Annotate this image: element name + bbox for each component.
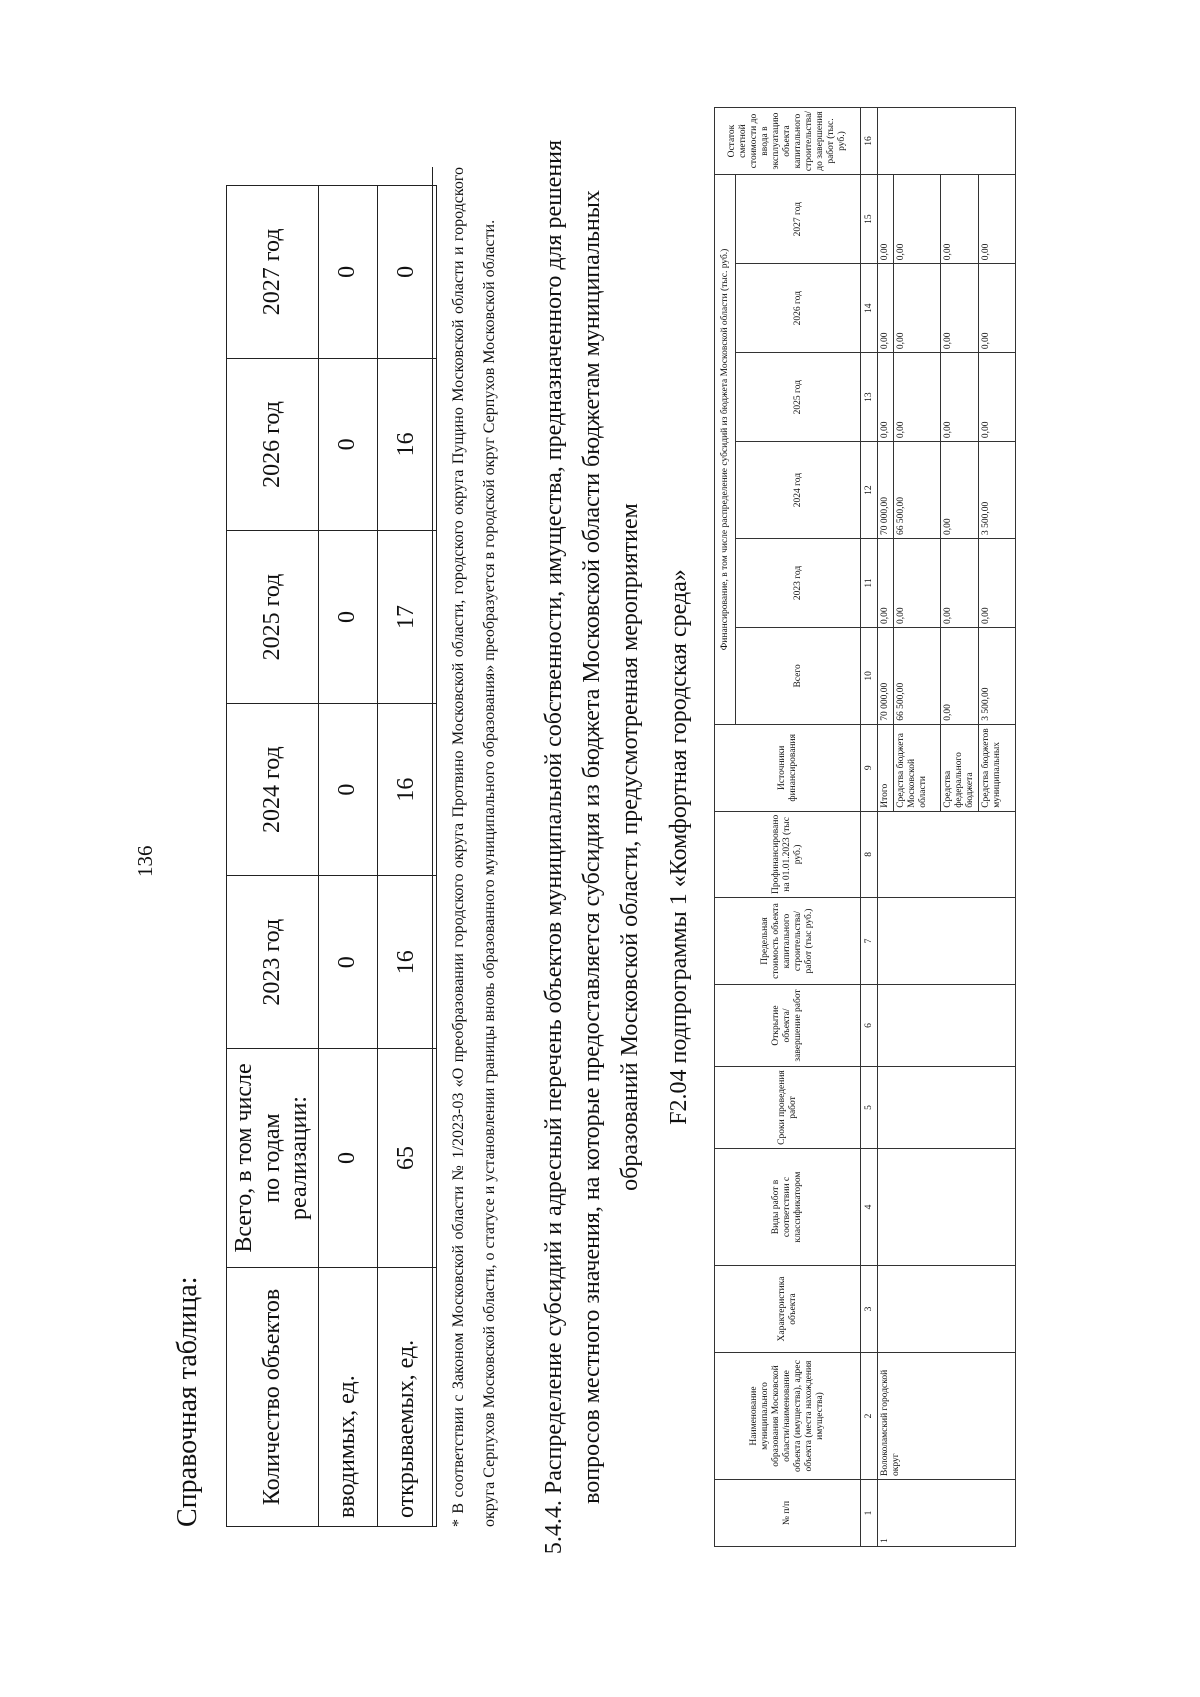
- value-cell: 0,00: [878, 353, 894, 442]
- row-financed: [878, 811, 1016, 897]
- value-cell: 66 500,00: [893, 627, 940, 724]
- reference-cell: 0: [318, 358, 377, 531]
- value-cell: 0,00: [978, 538, 1015, 627]
- column-number: 8: [861, 811, 878, 897]
- row-opening: [878, 985, 1016, 1067]
- value-cell: 0,00: [978, 353, 1015, 442]
- header-object-name: Наименование муниципального образования Московской области/наименование объекта (имущества), адрес объекта (места нахождения имущества): [715, 1353, 861, 1480]
- column-number: 1: [861, 1480, 878, 1547]
- reference-table: [226, 185, 437, 1527]
- value-cell: 0,00: [940, 175, 978, 264]
- row-remaining: [878, 108, 1016, 175]
- column-number: 13: [861, 353, 878, 442]
- row-municipality: Волоколамский городской округ: [878, 1353, 1016, 1480]
- header-financed: Профинансировано на 01.01.2023 (тыс руб.): [715, 811, 861, 897]
- header-2024: 2024 год: [736, 442, 861, 539]
- subsidy-table: [714, 107, 1016, 1547]
- header-work-types: Виды работ в соответствии с классификатором: [715, 1149, 861, 1266]
- value-cell: 0,00: [978, 175, 1015, 264]
- reference-table-header-row: [227, 186, 319, 1527]
- value-cell: 70 000,00: [878, 442, 894, 539]
- column-number: 3: [861, 1266, 878, 1353]
- column-number-row: [861, 108, 878, 1547]
- reference-header-2025: 2025 год: [227, 531, 319, 704]
- header-2025: 2025 год: [736, 353, 861, 442]
- subsidy-header-row: [715, 108, 736, 1547]
- value-cell: 0,00: [940, 627, 978, 724]
- value-cell: 0,00: [893, 264, 940, 353]
- header-max-cost: Предельная стоимость объекта капитального строительства/работ (тыс руб.): [715, 898, 861, 985]
- reference-header-total: Всего, в том числе по годам реализации:: [227, 1049, 319, 1268]
- footnote: * В соответствии с Законом Московской области № 1/2023-03 «О преобразовании городского округа Протвино Московской области, городского округа Пущино Московской области и городского округа Серпухов Московской области, о статусе и установлении границы вновь образованного муниципального образования» преобразуется в городской округ Серпухов Московской области.: [432, 167, 505, 1527]
- value-cell: 66 500,00: [893, 442, 940, 539]
- reference-cell: 16: [377, 876, 436, 1049]
- header-financing-group: Финансирование, в том числе распределение субсидий из бюджета Московской области (тыс. руб.): [715, 175, 736, 725]
- column-number: 12: [861, 442, 878, 539]
- reference-cell: 0: [318, 186, 377, 359]
- row-characteristic: [878, 1266, 1016, 1353]
- reference-table-title: Справочная таблица:: [172, 1276, 203, 1527]
- value-cell: 0,00: [940, 264, 978, 353]
- reference-header-2027: 2027 год: [227, 186, 319, 359]
- value-cell: 0,00: [940, 538, 978, 627]
- column-number: 9: [861, 724, 878, 811]
- header-opening: Открытие объекта/ завершение работ: [715, 985, 861, 1067]
- column-number: 11: [861, 538, 878, 627]
- table-row: [878, 108, 894, 1547]
- value-cell: 0,00: [878, 175, 894, 264]
- reference-header-2024: 2024 год: [227, 703, 319, 876]
- source-label: Средства бюджета Московской области: [893, 724, 940, 811]
- header-characteristic: Характеристика объекта: [715, 1266, 861, 1353]
- section-subheading: F2.04 подпрограммы 1 «Комфортная городская среда»: [666, 569, 692, 1125]
- column-number: 6: [861, 985, 878, 1067]
- source-label: Средства бюджетов муниципальных: [978, 724, 1015, 811]
- column-number: 10: [861, 627, 878, 724]
- reference-cell: 0: [318, 531, 377, 704]
- source-label: Средства федерального бюджета: [940, 724, 978, 811]
- value-cell: 0,00: [878, 538, 894, 627]
- reference-row-label: вводимых, ед.: [318, 1268, 377, 1527]
- reference-header-objects: Количество объектов: [227, 1268, 319, 1527]
- reference-cell: 0: [377, 186, 436, 359]
- row-work-types: [878, 1149, 1016, 1266]
- reference-cell: 16: [377, 703, 436, 876]
- column-number: 16: [861, 108, 878, 175]
- value-cell: 70 000,00: [878, 627, 894, 724]
- value-cell: 0,00: [940, 442, 978, 539]
- section-heading: 5.4.4. Распределение субсидий и адресный перечень объектов муниципальной собственности, имущества, предназначенного для решения вопросов местного значения, на которые предоставляется субсидия из бюджета Московской области бюджетам муниципальных образований Московской области, предусмотренная мероприятием: [541, 139, 643, 1555]
- value-cell: 3 500,00: [978, 442, 1015, 539]
- header-2023: 2023 год: [736, 538, 861, 627]
- reference-table-row: [377, 186, 436, 1527]
- column-number: 4: [861, 1149, 878, 1266]
- column-number: 7: [861, 898, 878, 985]
- value-cell: 0,00: [978, 264, 1015, 353]
- row-max-cost: [878, 898, 1016, 985]
- column-number: 2: [861, 1353, 878, 1480]
- header-number: № п/п: [715, 1480, 861, 1547]
- reference-header-2026: 2026 год: [227, 358, 319, 531]
- header-2027: 2027 год: [736, 175, 861, 264]
- page-number: 136: [133, 845, 157, 877]
- reference-header-2023: 2023 год: [227, 876, 319, 1049]
- reference-cell: 65: [377, 1049, 436, 1268]
- reference-cell: 16: [377, 358, 436, 531]
- header-sources: Источники финансирования: [715, 724, 861, 811]
- row-number: 1: [878, 1480, 1016, 1547]
- header-total: Всего: [736, 627, 861, 724]
- value-cell: 0,00: [940, 353, 978, 442]
- source-label: Итого: [878, 724, 894, 811]
- value-cell: 0,00: [878, 264, 894, 353]
- value-cell: 0,00: [893, 353, 940, 442]
- header-remaining-cost: Остаток сметной стоимости до ввода в эксплуатацию объекта капитального строительства/до завершения работ (тыс. руб.): [715, 108, 861, 175]
- reference-cell: 0: [318, 703, 377, 876]
- value-cell: 0,00: [893, 538, 940, 627]
- value-cell: 0,00: [893, 175, 940, 264]
- value-cell: 3 500,00: [978, 627, 1015, 724]
- column-number: 14: [861, 264, 878, 353]
- reference-cell: 0: [318, 1049, 377, 1268]
- reference-cell: 17: [377, 531, 436, 704]
- column-number: 15: [861, 175, 878, 264]
- reference-cell: 0: [318, 876, 377, 1049]
- reference-row-label: открываемых, ед.: [377, 1268, 436, 1527]
- row-work-period: [878, 1067, 1016, 1149]
- reference-table-row: [318, 186, 377, 1527]
- column-number: 5: [861, 1067, 878, 1149]
- header-2026: 2026 год: [736, 264, 861, 353]
- header-work-period: Сроки проведения работ: [715, 1067, 861, 1149]
